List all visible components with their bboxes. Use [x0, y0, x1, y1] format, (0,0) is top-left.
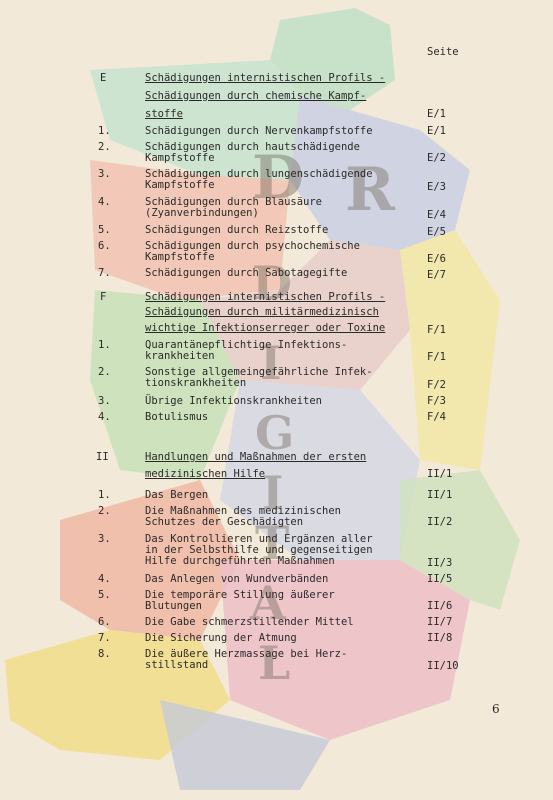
item-text: Die Gabe schmerzstillender Mittel	[145, 616, 354, 628]
item-text: (Zyanverbindungen)	[145, 207, 259, 219]
item-text: Die Sicherung der Atmung	[145, 632, 297, 644]
watermark-letter: R	[345, 155, 395, 225]
item-number: 1.	[98, 489, 111, 501]
item-text: Schädigungen durch lungenschädigende	[145, 168, 373, 180]
section-letter: F	[100, 291, 107, 303]
watermark-letter: D	[252, 143, 305, 213]
item-text: Sonstige allgemeingefährliche Infek-	[145, 366, 373, 378]
item-text: stillstand	[145, 659, 209, 671]
section-page: E/1	[427, 108, 446, 120]
item-text: Das Anlegen von Wundverbänden	[145, 573, 329, 585]
item-number: 7.	[98, 632, 111, 644]
section-title-line: medizinischen Hilfe	[145, 468, 266, 480]
item-page: II/1	[427, 489, 453, 501]
section-title-line: Schädigungen internistischen Profils -	[145, 72, 386, 84]
item-number: 4.	[98, 573, 111, 585]
item-text: Schädigungen durch Blausäure	[145, 196, 323, 208]
watermark-letter: T	[255, 516, 290, 570]
item-text: Botulismus	[145, 411, 209, 423]
item-page: II/7	[427, 616, 453, 628]
item-text: Schädigungen durch Sabotagegifte	[145, 267, 348, 279]
item-page: E/2	[427, 152, 446, 164]
item-text: Hilfe durchgeführten Maßnahmen	[145, 555, 335, 567]
item-page: E/5	[427, 226, 446, 238]
item-number: 3.	[98, 533, 111, 545]
item-number: 6.	[98, 616, 111, 628]
item-number: 2.	[98, 505, 111, 517]
seite-header: Seite	[427, 46, 459, 58]
watermark-letter: G	[255, 406, 295, 460]
section-page: II/1	[427, 468, 453, 480]
item-number: 8.	[98, 648, 111, 660]
item-number: 6.	[98, 240, 111, 252]
item-number: 4.	[98, 196, 111, 208]
section-title-line: Handlungen und Maßnahmen der ersten	[145, 451, 367, 463]
item-page: F/2	[427, 379, 446, 391]
item-page: II/5	[427, 573, 453, 585]
section-title-line: Schädigungen durch militärmedizinisch	[145, 306, 379, 318]
watermark-letter: D	[252, 256, 292, 310]
item-page: F/3	[427, 395, 446, 407]
item-number: 7.	[98, 267, 111, 279]
item-text: Schädigungen durch Reizstoffe	[145, 224, 329, 236]
item-text: Kampfstoffe	[145, 251, 215, 263]
item-text: Das Bergen	[145, 489, 209, 501]
watermark-letter: L	[258, 636, 291, 690]
map-region-east	[400, 230, 500, 470]
item-number: 1.	[98, 125, 111, 137]
item-text: Schädigungen durch hautschädigende	[145, 141, 360, 153]
item-page: II/6	[427, 600, 453, 612]
item-text: Quarantänepflichtige Infektions-	[145, 339, 348, 351]
section-page: F/1	[427, 324, 446, 336]
item-page: F/4	[427, 411, 446, 423]
item-page: E/6	[427, 253, 446, 265]
section-title-line: wichtige Infektionserreger oder Toxine	[145, 322, 386, 334]
item-number: 5.	[98, 224, 111, 236]
watermark-letter: I	[262, 466, 284, 520]
item-text: Die äußere Herzmassage bei Herz-	[145, 648, 348, 660]
item-text: Das Kontrollieren und Ergänzen aller	[145, 533, 373, 545]
section-title-line: Schädigungen durch chemische Kampf-	[145, 90, 367, 102]
item-text: Schutzes der Geschädigten	[145, 516, 304, 528]
item-page: E/7	[427, 269, 446, 281]
watermark-letter: I	[260, 336, 282, 390]
item-number: 4.	[98, 411, 111, 423]
watermark-letter: A	[250, 576, 286, 630]
item-number: 5.	[98, 589, 111, 601]
item-number: 2.	[98, 366, 111, 378]
item-text: in der Selbsthilfe und gegenseitigen	[145, 544, 373, 556]
item-page: E/3	[427, 181, 446, 193]
item-number: 3.	[98, 395, 111, 407]
item-number: 1.	[98, 339, 111, 351]
item-text: Übrige Infektionskrankheiten	[145, 395, 323, 407]
section-letter: II	[96, 451, 109, 463]
item-page: F/1	[427, 351, 446, 363]
item-page: II/10	[427, 660, 459, 672]
item-text: Die temporäre Stillung äußerer	[145, 589, 335, 601]
item-text: tionskrankheiten	[145, 377, 247, 389]
item-page: E/1	[427, 125, 446, 137]
item-page: E/4	[427, 209, 446, 221]
item-text: Die Maßnahmen des medizinischen	[145, 505, 341, 517]
item-text: Kampfstoffe	[145, 152, 215, 164]
item-text: krankheiten	[145, 350, 215, 362]
item-number: 3.	[98, 168, 111, 180]
item-text: Schädigungen durch Nervenkampfstoffe	[145, 125, 373, 137]
section-title-line: stoffe	[145, 108, 183, 120]
page-number: 6	[492, 702, 500, 716]
item-text: Kampfstoffe	[145, 179, 215, 191]
section-title-line: Schädigungen internistischen Profils -	[145, 291, 386, 303]
item-page: II/8	[427, 632, 453, 644]
item-number: 2.	[98, 141, 111, 153]
section-letter: E	[100, 72, 107, 84]
item-text: Schädigungen durch psychochemische	[145, 240, 360, 252]
item-page: II/3	[427, 557, 453, 569]
item-page: II/2	[427, 516, 453, 528]
item-text: Blutungen	[145, 600, 202, 612]
